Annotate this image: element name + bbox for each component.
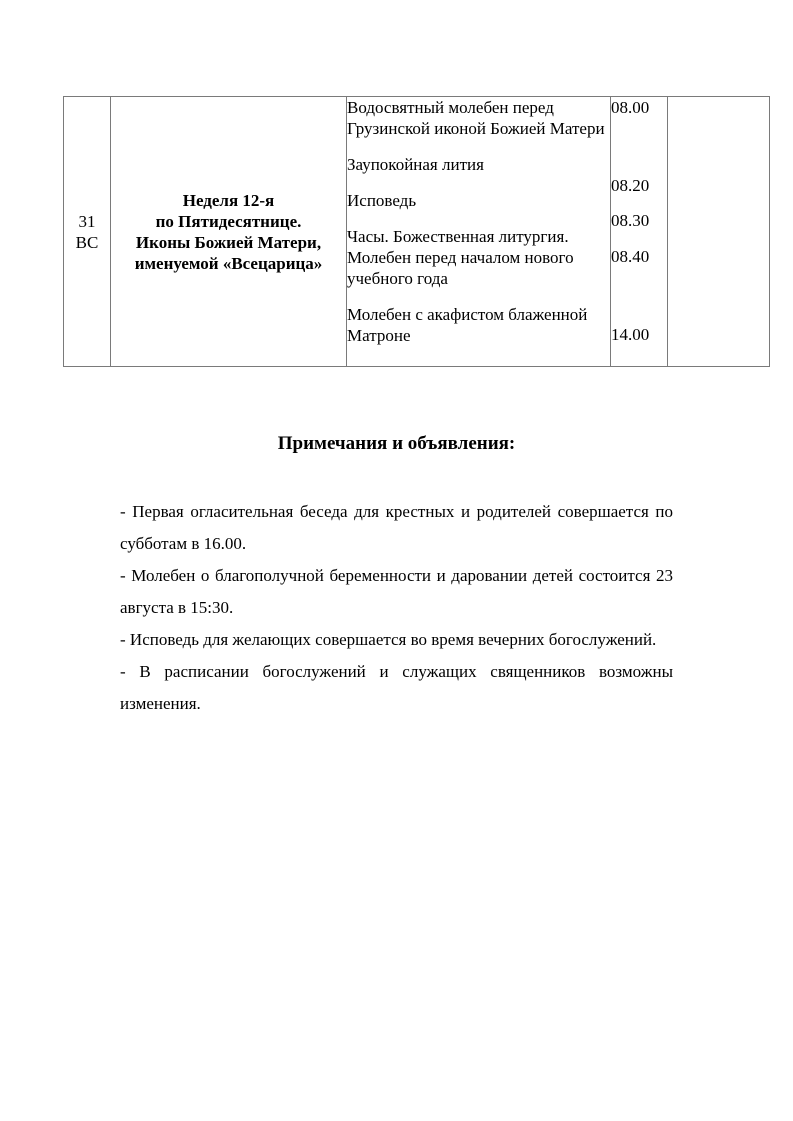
- feast-cell: [111, 97, 347, 367]
- service-time: 08.00: [611, 98, 650, 117]
- service-name: Заупокойная лития: [347, 155, 484, 174]
- service-name: Молебен с акафистом блаженной Матроне: [347, 305, 588, 345]
- service-name: Исповедь: [347, 191, 417, 210]
- note-item: - Молебен о благополучной беременности и даровании детей состоится 23 августа в 15:30.: [120, 566, 673, 617]
- service-time: 08.30: [611, 211, 650, 230]
- feast-title-line: Неделя 12-я: [182, 190, 275, 210]
- notes-title: Примечания и объявления:: [277, 433, 516, 454]
- feast-title-line: по Пятидесятнице.: [155, 211, 302, 231]
- times-cell: [611, 97, 668, 367]
- service-name: Водосвятный молебен перед Грузинской иконой Божией Матери: [347, 98, 605, 138]
- note-item: - Исповедь для желающих совершается во время вечерних богослужений.: [120, 630, 657, 649]
- service-time: 14.00: [611, 325, 650, 344]
- schedule-row: [64, 97, 770, 367]
- service-name: Часы. Божественная литургия. Молебен перед началом нового учебного года: [347, 227, 574, 288]
- notes-list: [120, 496, 673, 720]
- note-item: - Первая огласительная беседа для крестных и родителей совершается по субботам в 16.00.: [120, 502, 673, 553]
- day-cell: [64, 97, 111, 367]
- feast-title-line: Иконы Божией Матери,: [135, 232, 322, 252]
- service-time: 08.20: [611, 176, 650, 195]
- day-number: 31: [78, 211, 96, 231]
- priest-cell: [668, 97, 770, 367]
- note-item: - В расписании богослужений и служащих священников возможны изменения.: [120, 662, 673, 713]
- day-abbr: ВС: [75, 232, 99, 252]
- service-time: 08.40: [611, 247, 650, 266]
- feast-title-line: именуемой «Всецарица»: [134, 253, 323, 273]
- schedule-table: [63, 96, 770, 367]
- services-cell: [347, 97, 611, 367]
